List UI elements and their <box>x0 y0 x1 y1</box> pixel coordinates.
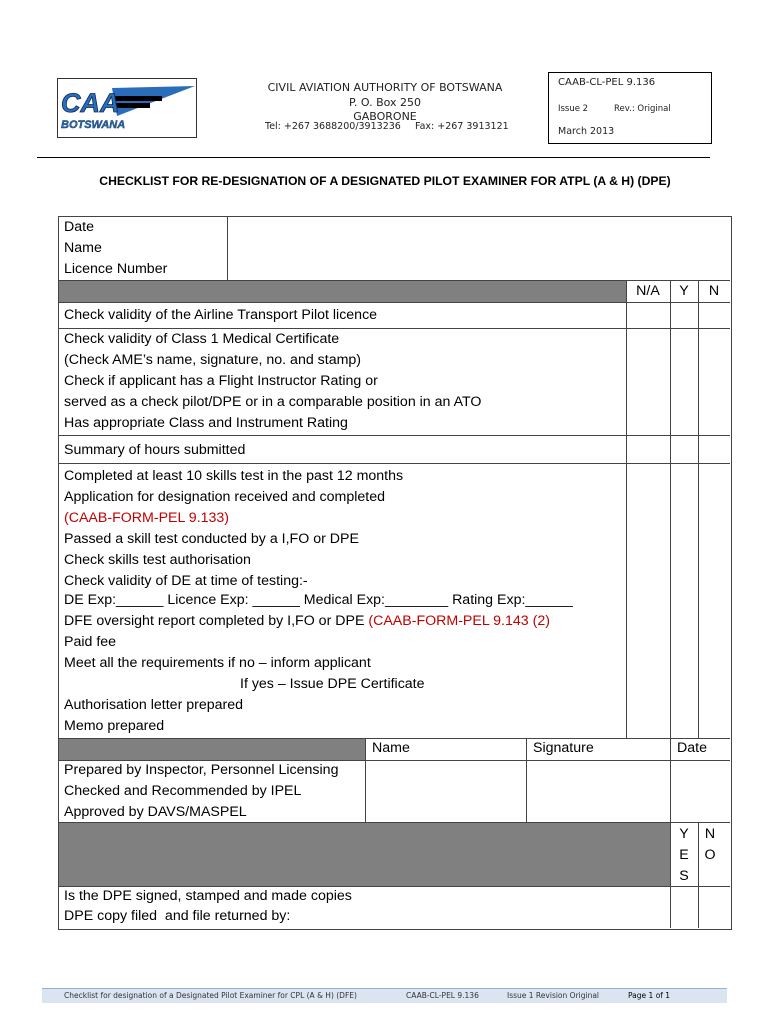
sign-header-shade <box>59 738 365 760</box>
org-name: CIVIL AVIATION AUTHORITY OF BOTSWANA <box>267 81 503 94</box>
item-application-form-ref: (CAAB-FORM-PEL 9.133) <box>64 510 230 526</box>
org-fax: Fax: +267 3913121 <box>415 121 509 132</box>
sign-date-header: Date <box>677 740 707 756</box>
column-header-shade <box>59 280 626 302</box>
org-city: GABORONE <box>353 110 417 123</box>
logo-subtext: BOTSWANA <box>61 119 126 131</box>
logo-text: CAA <box>61 88 120 118</box>
item-requirements-1: Meet all the requirements if no – inform applicant <box>64 655 371 671</box>
final-yes-e: E <box>679 847 689 863</box>
footer-doc-ref: CAAB-CL-PEL 9.136 <box>406 991 479 1000</box>
doc-rev: Rev.: Original <box>614 104 671 114</box>
item-memo: Memo prepared <box>64 718 165 734</box>
caab-logo <box>57 78 197 138</box>
final-question-filed: DPE copy filed and file returned by: <box>64 908 291 924</box>
field-licence-label: Licence Number <box>64 261 168 277</box>
item-requirements-2: If yes – Issue DPE Certificate <box>240 676 425 692</box>
item-medical-1: Check validity of Class 1 Medical Certificate <box>64 331 340 347</box>
item-oversight-form-ref: (CAAB-FORM-PEL 9.143 (2) <box>368 613 550 629</box>
item-skill-test-passed: Passed a skill test conducted by a I,FO or DPE <box>64 531 359 547</box>
header-divider <box>37 157 710 158</box>
final-yes-s: S <box>679 868 689 884</box>
final-no-n: N <box>704 826 716 842</box>
final-yes-y: Y <box>679 826 689 842</box>
page-title: CHECKLIST FOR RE-DESIGNATION OF A DESIGNATED PILOT EXAMINER FOR ATPL (A & H) (DPE) <box>99 174 671 188</box>
footer-issue: Issue 1 Revision Original <box>507 991 600 1000</box>
info-value-area[interactable] <box>229 217 729 279</box>
footer-doc-title: Checklist for designation of a Designated Pilot Examiner for CPL (A & H) (DFE) <box>64 991 357 1000</box>
item-oversight-text: DFE oversight report completed by I,FO or DPE <box>64 613 369 629</box>
item-hours-summary: Summary of hours submitted <box>64 442 246 458</box>
item-authorisation-letter: Authorisation letter prepared <box>64 697 244 713</box>
field-name-label: Name <box>64 240 102 256</box>
item-oversight-report <box>64 611 550 632</box>
item-skills-tests: Completed at least 10 skills test in the past 12 months <box>64 468 404 484</box>
field-date-label: Date <box>64 219 94 235</box>
item-class-rating: Has appropriate Class and Instrument Rating <box>64 415 348 431</box>
column-y: Y <box>679 283 689 299</box>
sign-row-approved: Approved by DAVS/MASPEL <box>64 804 247 820</box>
doc-date: March 2013 <box>558 126 615 137</box>
sign-name-header: Name <box>372 740 410 756</box>
footer-page-number: Page 1 of 1 <box>628 991 671 1000</box>
column-na: N/A <box>636 283 660 299</box>
item-application-1: Application for designation received and completed <box>64 489 385 505</box>
final-section-shade <box>59 822 670 886</box>
sign-signature-header: Signature <box>533 740 594 756</box>
item-de-validity-1: Check validity of DE at time of testing:- <box>64 573 308 589</box>
final-no-o: O <box>704 847 716 863</box>
item-atp-licence: Check validity of the Airline Transport Pilot licence <box>64 307 378 323</box>
item-de-validity-2: DE Exp:______ Licence Exp: ______ Medical Exp:________ Rating Exp:______ <box>64 592 573 608</box>
document-reference-box <box>548 72 712 144</box>
item-instructor-1: Check if applicant has a Flight Instructor Rating or <box>64 373 378 389</box>
item-skills-authorisation: Check skills test authorisation <box>64 552 251 568</box>
item-paid-fee: Paid fee <box>64 634 117 650</box>
final-question-signed: Is the DPE signed, stamped and made copies <box>64 888 352 904</box>
doc-ref: CAAB-CL-PEL 9.136 <box>558 77 656 88</box>
org-tel: Tel: +267 3688200/3913236 <box>265 121 401 132</box>
doc-issue: Issue 2 <box>558 104 589 114</box>
item-instructor-2: served as a check pilot/DPE or in a comparable position in an ATO <box>64 394 482 410</box>
page-footer <box>42 988 727 1003</box>
item-medical-2: (Check AME’s name, signature, no. and stamp) <box>64 352 362 368</box>
sign-row-checked: Checked and Recommended by IPEL <box>64 783 302 799</box>
column-n: N <box>708 283 720 299</box>
sign-row-prepared: Prepared by Inspector, Personnel Licensing <box>64 762 339 778</box>
org-address: P. O. Box 250 <box>348 96 422 109</box>
